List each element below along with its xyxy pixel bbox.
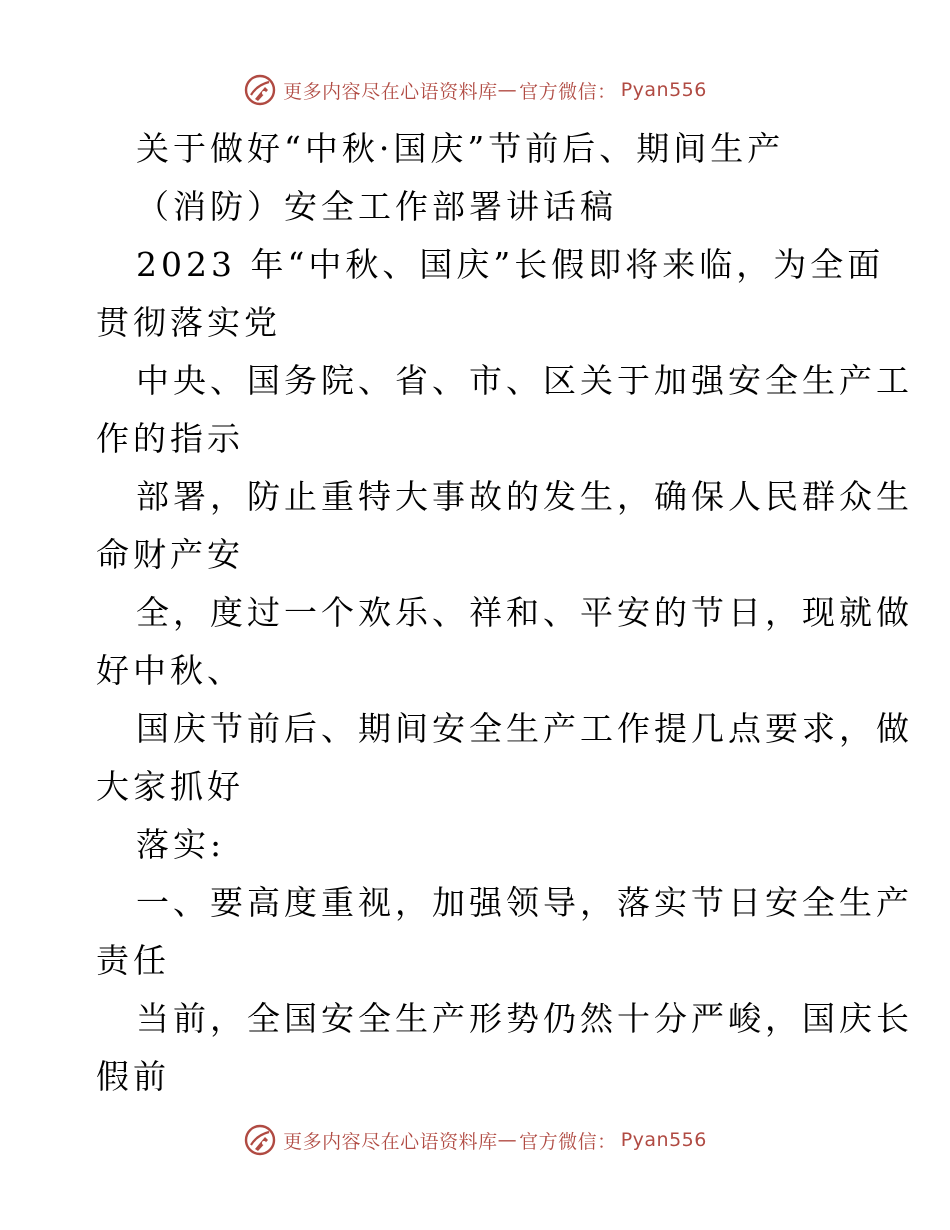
document-line: 落实: (136, 825, 226, 864)
document-line: 部署，防止重特大事故的发生，确保人民群众生 (136, 477, 913, 516)
document-line: 当前，全国安全生产形势仍然十分严峻，国庆长 (136, 999, 913, 1038)
document-line: 2023 年“中秋、国庆”长假即将来临，为全面 (136, 245, 885, 284)
document-line: 命财产安 (96, 535, 244, 574)
wechat-id: Pyan556 (620, 1129, 707, 1151)
pen-logo-icon (243, 1123, 277, 1157)
document-line: 中央、国务院、省、市、区关于加强安全生产工 (136, 361, 913, 400)
document-body (96, 120, 913, 1106)
wechat-label: 官方微信： (519, 80, 617, 103)
pen-logo-icon (243, 73, 277, 107)
promo-text: 更多内容尽在心语资料库 (283, 1130, 498, 1153)
document-line: 关于做好“中秋·国庆”节前后、期间生产 (136, 129, 785, 168)
promo-text: 更多内容尽在心语资料库 (283, 80, 498, 103)
document-line: （消防）安全工作部署讲话稿 (136, 187, 617, 226)
banner-separator: — (497, 79, 518, 101)
footer-banner (0, 1120, 950, 1160)
document-line: 贯彻落实党 (96, 303, 281, 342)
document-line: 全，度过一个欢乐、祥和、平安的节日，现就做 (136, 593, 913, 632)
document-line: 责任 (96, 941, 170, 980)
document-line: 假前 (96, 1057, 170, 1096)
document-line: 国庆节前后、期间安全生产工作提几点要求，做 (136, 709, 913, 748)
document-line: 大家抓好 (96, 767, 244, 806)
document-line: 作的指示 (96, 419, 244, 458)
header-banner (0, 70, 950, 110)
banner-separator: — (497, 1129, 518, 1151)
wechat-label: 官方微信： (519, 1130, 617, 1153)
document-line: 好中秋、 (96, 651, 244, 690)
wechat-id: Pyan556 (620, 79, 707, 101)
document-line: 一、要高度重视，加强领导，落实节日安全生产 (136, 883, 913, 922)
